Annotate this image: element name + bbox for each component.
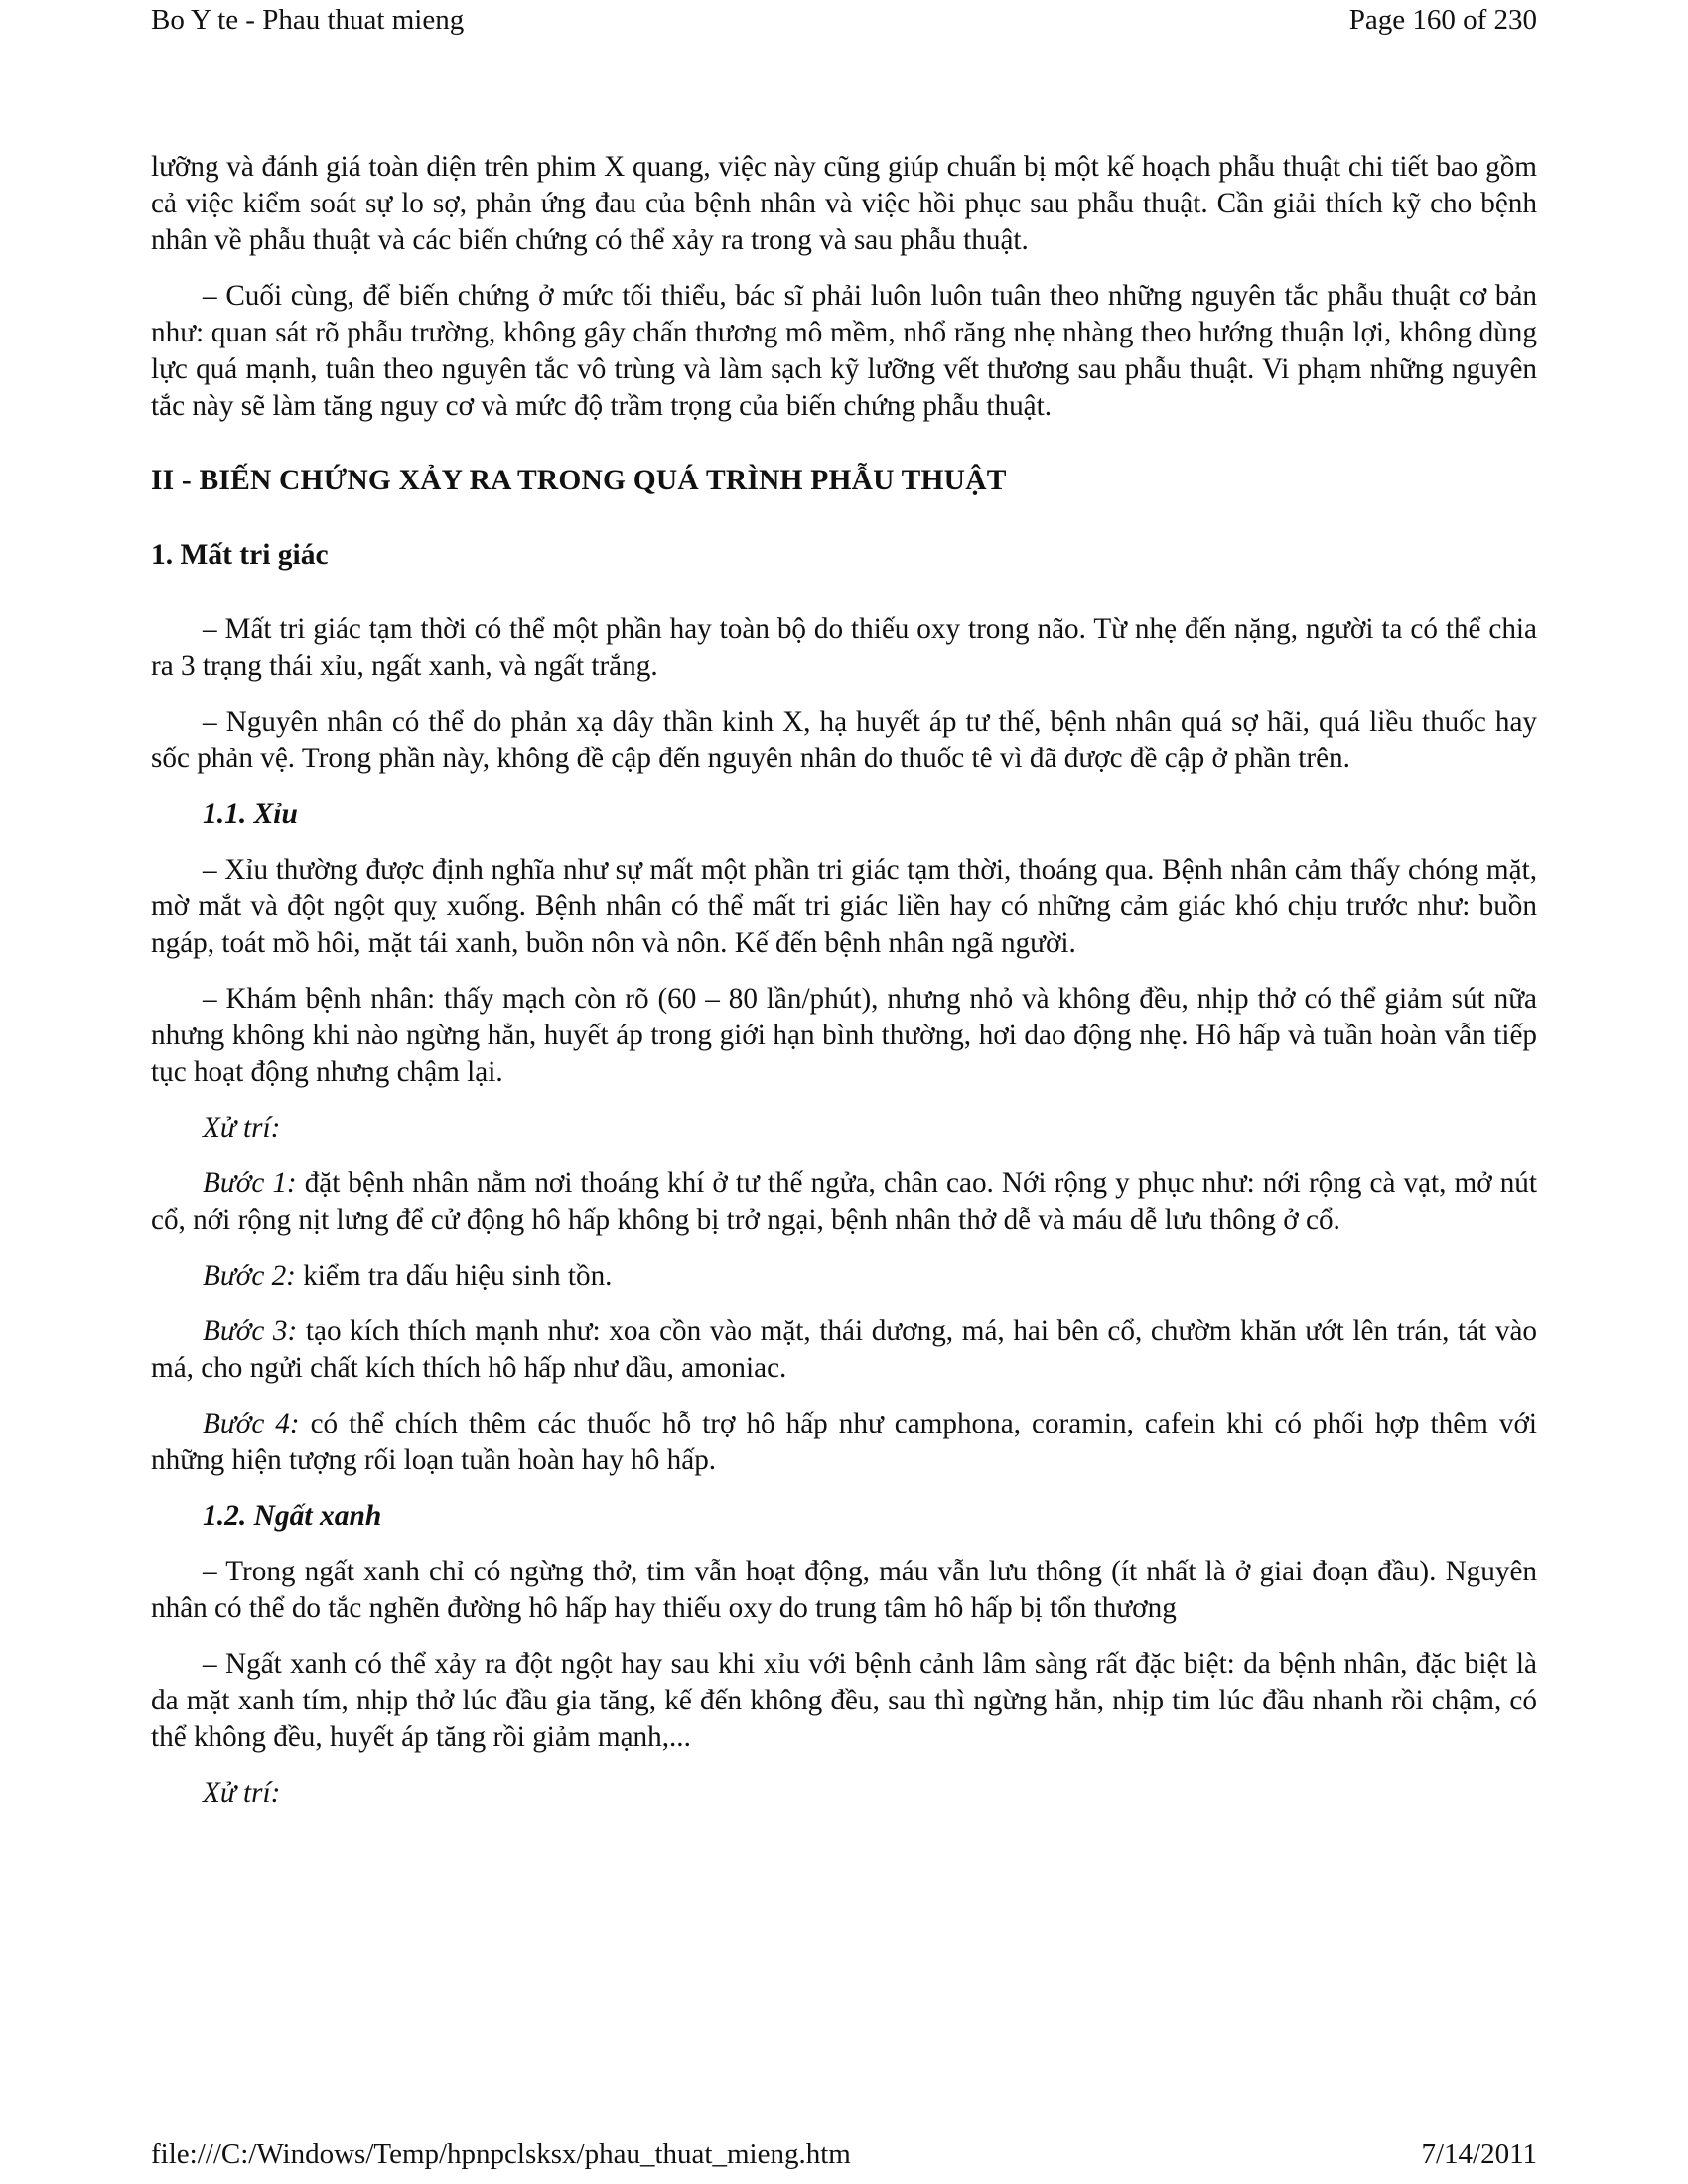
page-footer bbox=[151, 2134, 1537, 2174]
step-paragraph bbox=[151, 1313, 1537, 1387]
step-text: có thể chích thêm các thuốc hỗ trợ hô hấp như camphona, coramin, cafein khi có phối hợp thêm với những hiện tượng rối loạn tuần hoàn hay hô hấp. bbox=[151, 1408, 1537, 1476]
document-body bbox=[151, 149, 1537, 1831]
step-paragraph bbox=[151, 1406, 1537, 1479]
print-date: 7/14/2011 bbox=[1421, 2137, 1537, 2170]
step-text: đặt bệnh nhân nằm nơi thoáng khí ở tư thế ngửa, chân cao. Nới rộng y phục như: nới rộng cà vạt, mở nút cổ, nới rộng nịt lưng để cử động hô hấp không bị trở ngại, bệnh nhân thở dễ và máu dễ lưu thông ở cổ. bbox=[151, 1167, 1537, 1236]
step-label: Bước 2: bbox=[203, 1260, 296, 1292]
step-paragraph bbox=[151, 1165, 1537, 1239]
paragraph: lưỡng và đánh giá toàn diện trên phim X quang, việc này cũng giúp chuẩn bị một kế hoạch phẫu thuật chi tiết bao gồm cả việc kiểm soát sự lo sợ, phản ứng đau của bệnh nhân và việc hồi phục sau phẫu thuật. Cần giải thích kỹ cho bệnh nhân về phẫu thuật và các biến chứng có thể xảy ra trong và sau phẫu thuật. bbox=[151, 151, 1537, 256]
file-path: file:///C:/Windows/Temp/hpnpclsksx/phau_thuat_mieng.htm bbox=[151, 2137, 851, 2170]
page-header bbox=[151, 0, 1537, 40]
step-label: Bước 4: bbox=[203, 1408, 300, 1439]
subsubsection-heading: 1.2. Ngất xanh bbox=[203, 1500, 382, 1532]
step-text: tạo kích thích mạnh như: xoa cồn vào mặt, thái dương, má, hai bên cổ, chườm khăn ướt lên trán, tát vào má, cho ngửi chất kích thích hô hấp như dầu, amoniac. bbox=[151, 1315, 1537, 1384]
paragraph: – Nguyên nhân có thể do phản xạ dây thần kinh X, hạ huyết áp tư thế, bệnh nhân quá sợ hãi, quá liều thuốc hay sốc phản vệ. Trong phần này, không đề cập đến nguyên nhân do thuốc tê vì đã được đề cập ở phần trên. bbox=[151, 706, 1537, 774]
paragraph: – Khám bệnh nhân: thấy mạch còn rõ (60 – 80 lần/phút), nhưng nhỏ và không đều, nhịp thở có thể giảm sút nữa nhưng không khi nào ngừng hẳn, huyết áp trong giới hạn bình thường, hơi dao động nhẹ. Hô hấp và tuần hoàn vẫn tiếp tục hoạt động nhưng chậm lại. bbox=[151, 983, 1537, 1088]
step-label: Bước 1: bbox=[203, 1167, 297, 1199]
step-label: Bước 3: bbox=[203, 1315, 298, 1347]
step-text: kiểm tra dấu hiệu sinh tồn. bbox=[295, 1260, 613, 1292]
paragraph: – Cuối cùng, để biến chứng ở mức tối thiểu, bác sĩ phải luôn luôn tuân theo những nguyên tắc phẫu thuật cơ bản như: quan sát rõ phẫu trường, không gây chấn thương mô mềm, nhổ răng nhẹ nhàng theo hướng thuận lợi, không dùng lực quá mạnh, tuân theo nguyên tắc vô trùng và làm sạch kỹ lưỡng vết thương sau phẫu thuật. Vi phạm những nguyên tắc này sẽ làm tăng nguy cơ và mức độ trầm trọng của biến chứng phẫu thuật. bbox=[151, 280, 1537, 422]
subsection-heading: 1. Mất tri giác bbox=[151, 539, 329, 571]
paragraph: – Mất tri giác tạm thời có thể một phần hay toàn bộ do thiếu oxy trong não. Từ nhẹ đến nặng, người ta có thể chia ra 3 trạng thái xỉu, ngất xanh, và ngất trắng. bbox=[151, 614, 1537, 682]
treatment-label: Xử trí: bbox=[203, 1112, 281, 1144]
page-number: Page 160 of 230 bbox=[1348, 3, 1537, 36]
step-paragraph bbox=[151, 1258, 1537, 1295]
paragraph: – Xỉu thường được định nghĩa như sự mất một phần tri giác tạm thời, thoáng qua. Bệnh nhân cảm thấy chóng mặt, mờ mắt và đột ngột quỵ xuống. Bệnh nhân có thể mất tri giác liền hay có những cảm giác khó chịu trước như: buồn ngáp, toát mồ hôi, mặt tái xanh, buồn nôn và nôn. Kế đến bệnh nhân ngã người. bbox=[151, 854, 1537, 959]
document-title: Bo Y te - Phau thuat mieng bbox=[151, 3, 465, 36]
paragraph: – Trong ngất xanh chỉ có ngừng thở, tim vẫn hoạt động, máu vẫn lưu thông (ít nhất là ở giai đoạn đầu). Nguyên nhân có thể do tắc nghẽn đường hô hấp hay thiếu oxy do trung tâm hô hấp bị tổn thương bbox=[151, 1556, 1537, 1624]
section-heading: II - BIẾN CHỨNG XẢY RA TRONG QUÁ TRÌNH PHẪU THUẬT bbox=[151, 465, 1007, 496]
subsubsection-heading: 1.1. Xỉu bbox=[203, 798, 298, 830]
paragraph: – Ngất xanh có thể xảy ra đột ngột hay sau khi xỉu với bệnh cảnh lâm sàng rất đặc biệt: da bệnh nhân, đặc biệt là da mặt xanh tím, nhịp thở lúc đầu gia tăng, kế đến không đều, sau thì ngừng hẳn, nhịp tim lúc đầu nhanh rồi chậm, có thể không đều, huyết áp tăng rồi giảm mạnh,... bbox=[151, 1648, 1537, 1753]
treatment-label: Xử trí: bbox=[203, 1777, 281, 1809]
